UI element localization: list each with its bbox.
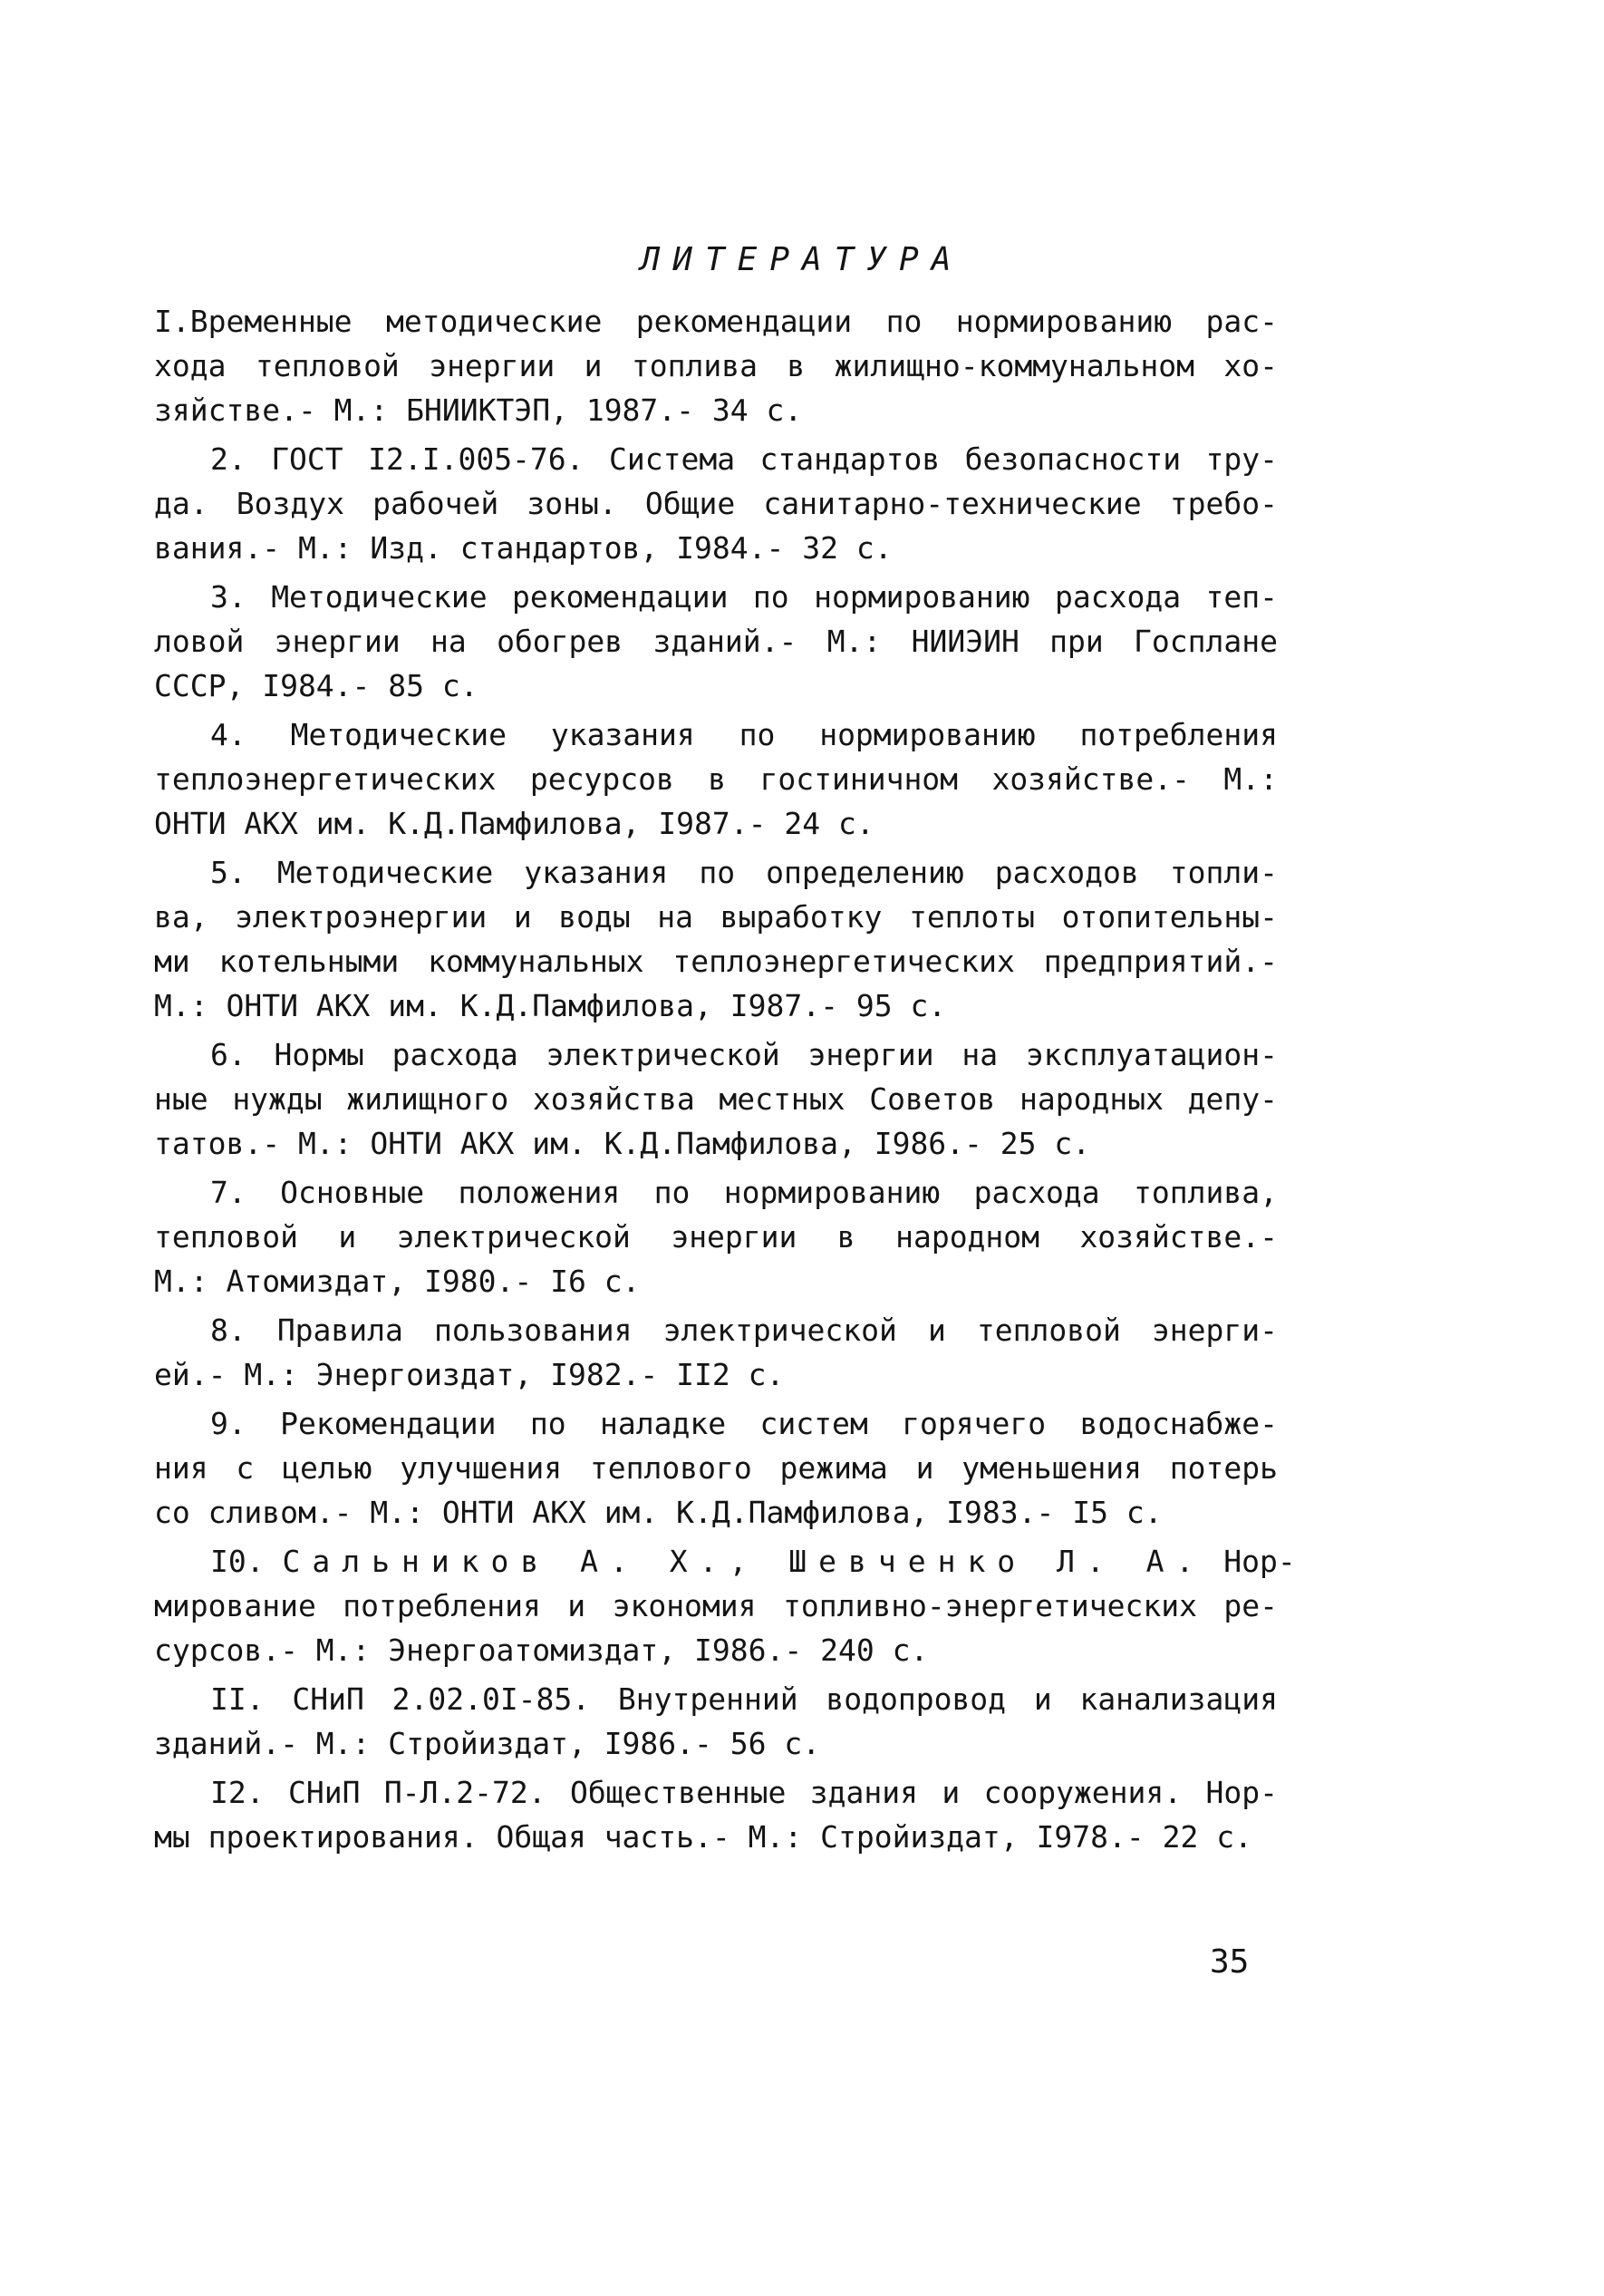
reference-line: ей.- М.: Энергоиздат, I982.- II2 с. <box>154 1357 785 1392</box>
reference-line: со сливом.- М.: ОНТИ АКХ им. К.Д.Памфилова, I983.- I5 с. <box>154 1495 1163 1530</box>
reference-line: сурсов.- М.: Энергоатомиздат, I986.- 240 с. <box>154 1632 929 1668</box>
reference-item <box>154 1770 1278 1859</box>
reference-line: М.: Атомиздат, I980.- I6 с. <box>154 1264 641 1299</box>
reference-list <box>154 299 1296 1864</box>
reference-line: СССР, I984.- 85 с. <box>154 668 478 703</box>
reference-line: I.Временные методические рекомендации по нормированию рас- <box>154 304 1278 339</box>
reference-item <box>154 1401 1278 1535</box>
reference-line: ные нужды жилищного хозяйства местных Советов народных депу- <box>154 1081 1278 1117</box>
reference-item <box>154 575 1278 708</box>
reference-item <box>154 1170 1278 1303</box>
reference-line: вания.- М.: Изд. стандартов, I984.- 32 с. <box>154 530 893 566</box>
reference-line: 5. Методические указания по определению расходов топли- <box>210 855 1278 890</box>
reference-line: 7. Основные положения по нормированию расхода топлива, <box>210 1175 1278 1210</box>
reference-line: хода тепловой энергии и топлива в жилищно-коммунальном хо- <box>154 348 1278 383</box>
reference-item <box>154 437 1278 570</box>
reference-line: 4. Методические указания по нормированию потребления <box>210 717 1278 752</box>
reference-item <box>154 299 1278 432</box>
page-title: ЛИТЕРАТУРА <box>640 241 964 278</box>
reference-line: I2. СНиП П-Л.2-72. Общественные здания и сооружения. Нор- <box>210 1775 1278 1810</box>
reference-line: ва, электроэнергии и воды на выработку теплоты отопительны- <box>154 899 1278 935</box>
reference-line: I0. Сальников А. Х., Шевченко Л. А. Нор- <box>210 1544 1296 1579</box>
reference-authors: Сальников А. Х., Шевченко Л. А. <box>282 1544 1206 1579</box>
reference-line: ловой энергии на обогрев зданий.- М.: НИИЭИН при Госплане <box>154 624 1278 659</box>
reference-line: 2. ГОСТ I2.I.005-76. Система стандартов безопасности тру- <box>210 441 1278 477</box>
reference-item <box>154 1308 1278 1397</box>
reference-line: мирование потребления и экономия топливно-энергетических ре- <box>154 1588 1278 1623</box>
reference-line: ОНТИ АКХ им. К.Д.Памфилова, I987.- 24 с. <box>154 806 874 841</box>
reference-line: 9. Рекомендации по наладке систем горячего водоснабже- <box>210 1406 1278 1441</box>
reference-item <box>154 712 1278 846</box>
reference-line: М.: ОНТИ АКХ им. К.Д.Памфилова, I987.- 95 с. <box>154 988 947 1023</box>
reference-line: зяйстве.- М.: БНИИКТЭП, 1987.- 34 с. <box>154 392 803 428</box>
reference-line: ния с целью улучшения теплового режима и уменьшения потерь <box>154 1450 1278 1486</box>
reference-line: зданий.- М.: Стройиздат, I986.- 56 с. <box>154 1726 821 1761</box>
reference-line: мы проектирования. Общая часть.- М.: Стройиздат, I978.- 22 с. <box>154 1819 1252 1855</box>
reference-line: 6. Нормы расхода электрической энергии на эксплуатацион- <box>210 1037 1278 1072</box>
page-number: 35 <box>1210 1943 1250 1981</box>
reference-item <box>154 850 1278 1028</box>
reference-line: II. СНиП 2.02.0I-85. Внутренний водопровод и канализация <box>210 1681 1278 1717</box>
reference-line: да. Воздух рабочей зоны. Общие санитарно-технические требо- <box>154 486 1278 521</box>
reference-line: 3. Методические рекомендации по нормированию расхода теп- <box>210 579 1278 615</box>
reference-line: 8. Правила пользования электрической и тепловой энерги- <box>210 1313 1278 1348</box>
reference-line: ми котельными коммунальных теплоэнергетических предприятий.- <box>154 944 1278 979</box>
reference-line: тепловой и электрической энергии в народном хозяйстве.- <box>154 1219 1278 1255</box>
reference-item <box>154 1677 1278 1766</box>
reference-item <box>154 1032 1278 1166</box>
reference-item <box>154 1539 1296 1672</box>
reference-line: теплоэнергетических ресурсов в гостиничном хозяйстве.- М.: <box>154 761 1278 797</box>
reference-line: татов.- М.: ОНТИ АКХ им. К.Д.Памфилова, I986.- 25 с. <box>154 1126 1091 1161</box>
